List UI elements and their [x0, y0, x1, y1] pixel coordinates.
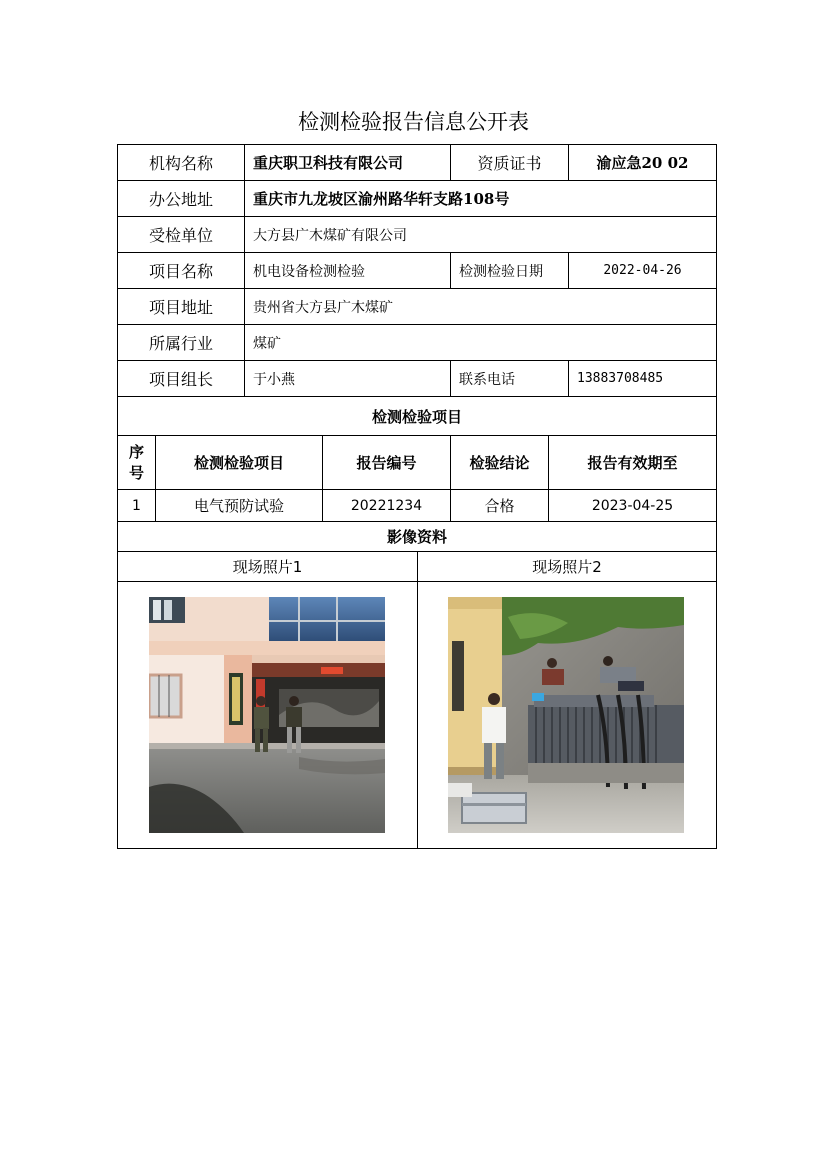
client-label: 受检单位 [117, 216, 245, 253]
org-name-value: 重庆职卫科技有限公司 [244, 144, 451, 181]
row-index: 1 [117, 489, 156, 522]
header-conclusion: 检验结论 [450, 435, 549, 490]
header-index-text: 序号 [128, 442, 144, 482]
project-site-value: 贵州省大方县广木煤矿 [244, 288, 717, 325]
row-conclusion: 合格 [450, 489, 549, 522]
cert-label: 资质证书 [450, 144, 569, 181]
client-value: 大方县广木煤矿有限公司 [244, 216, 717, 253]
project-site-label: 项目地址 [117, 288, 245, 325]
test-date-label: 检测检验日期 [450, 252, 569, 289]
test-date-value: 2022-04-26 [568, 252, 717, 289]
photo2-label: 现场照片2 [417, 551, 717, 582]
photo1-label: 现场照片1 [117, 551, 418, 582]
project-name-label: 项目名称 [117, 252, 245, 289]
org-name-label: 机构名称 [117, 144, 245, 181]
row-item: 电气预防试验 [155, 489, 323, 522]
site-photo-1 [149, 597, 385, 833]
header-index [117, 435, 156, 490]
row-report-no: 20221234 [322, 489, 451, 522]
header-report-no: 报告编号 [322, 435, 451, 490]
cert-value: 渝应急20 02 [568, 144, 717, 181]
industry-label: 所属行业 [117, 324, 245, 361]
project-name-value: 机电设备检测检验 [244, 252, 451, 289]
header-valid-until: 报告有效期至 [548, 435, 717, 490]
images-section-title: 影像资料 [117, 521, 717, 552]
phone-value: 13883708485 [568, 360, 717, 397]
header-item: 检测检验项目 [155, 435, 323, 490]
leader-value: 于小燕 [244, 360, 451, 397]
row-valid-until: 2023-04-25 [548, 489, 717, 522]
page-title: 检测检验报告信息公开表 [298, 110, 529, 134]
address-label: 办公地址 [117, 180, 245, 217]
industry-value: 煤矿 [244, 324, 717, 361]
site-photo-2 [448, 597, 684, 833]
phone-label: 联系电话 [450, 360, 569, 397]
leader-label: 项目组长 [117, 360, 245, 397]
address-value: 重庆市九龙坡区渝州路华轩支路108号 [244, 180, 717, 217]
items-section-title: 检测检验项目 [117, 396, 717, 436]
